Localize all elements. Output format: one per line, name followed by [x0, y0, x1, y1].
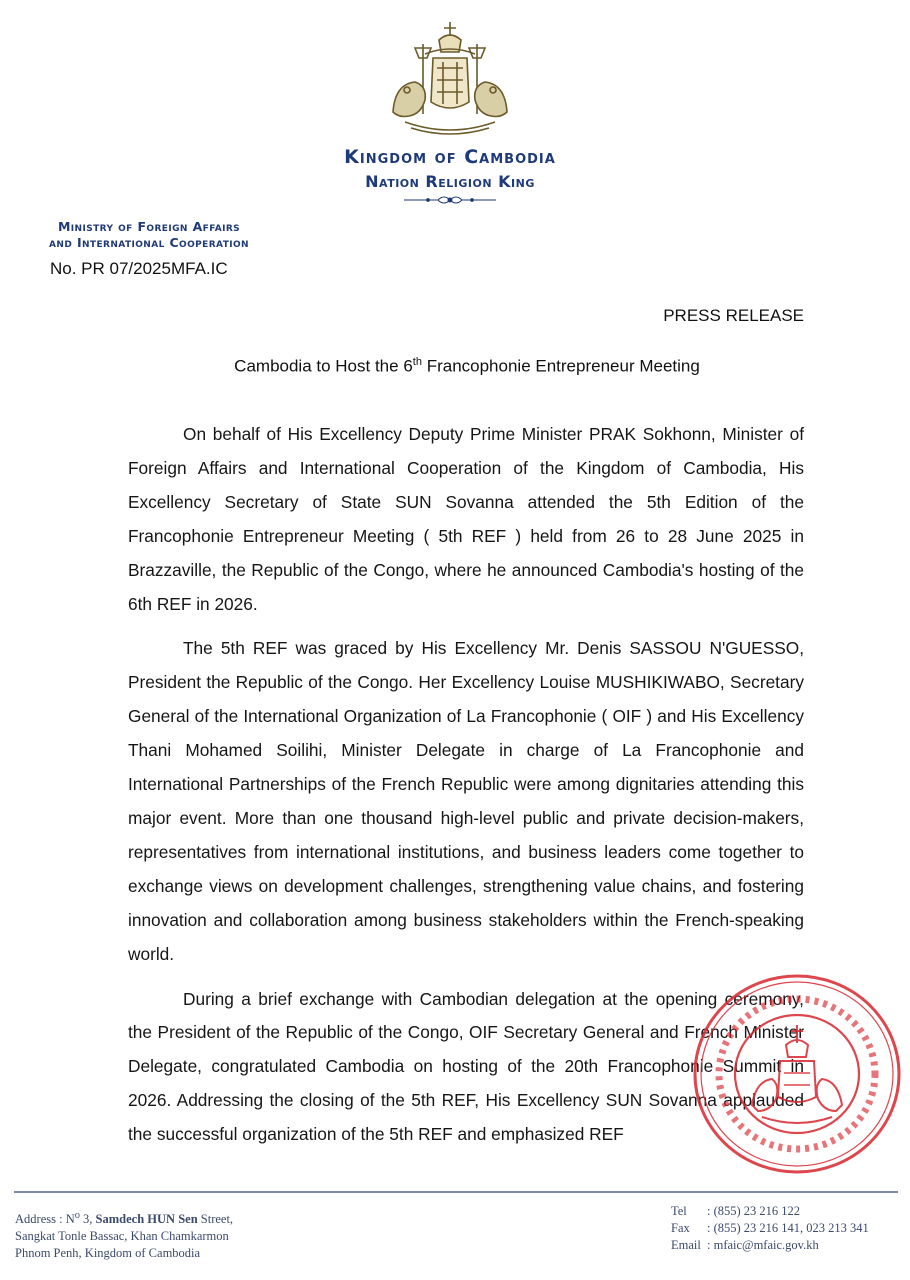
address-superscript: o: [74, 1210, 80, 1221]
email-row: [671, 1237, 869, 1254]
tel-value: : (855) 23 216 122: [707, 1204, 801, 1218]
kingdom-heading: Kingdom of Cambodia: [344, 146, 556, 168]
fax-label: Fax: [671, 1221, 690, 1235]
ministry-line-1: Ministry of Foreign Affairs: [57, 219, 241, 234]
ministry-name: [14, 219, 284, 251]
address-line-2: Sangkat Tonle Bassac, Khan Chamkarmon: [15, 1229, 229, 1244]
document-title: [0, 356, 910, 377]
address-line-3: Phnom Penh, Kingdom of Cambodia: [15, 1246, 201, 1261]
address-street-suffix: Street,: [197, 1212, 234, 1227]
address-label: Address : N: [15, 1212, 75, 1227]
paragraph: During a brief exchange with Cambodian delegation at the opening ceremony, the President of the Republic of the Congo, OIF Secretary General and French Minister Delegate, congratulated Cambodia on hosting of the 20th Francophonie Summit in 2026. Addressing the closing of the 5th REF, His Excellency SUN Sovanna applauded the successful organization of the 5th REF and emphasized REF: [128, 988, 804, 1145]
address-number: 3,: [79, 1212, 96, 1227]
title-text: Cambodia to Host the 6: [234, 356, 413, 376]
tel-label: Tel: [671, 1204, 687, 1218]
title-superscript: th: [412, 356, 422, 368]
footer-contact: [671, 1203, 869, 1254]
fax-row: [671, 1220, 869, 1237]
email-value: : mfaic@mfaic.gov.kh: [707, 1238, 819, 1252]
email-label: Email: [671, 1238, 701, 1252]
paragraph: On behalf of His Excellency Deputy Prime Minister PRAK Sokhonn, Minister of Foreign Affairs and International Cooperation of the Kingdom of Cambodia, His Excellency Secretary of State SUN Sovanna attended the 5th Edition of the Francophonie Entrepreneur Meeting ( 5th REF ) held from 26 to 28 June 2025 in Brazzaville, the Republic of the Congo, where he announced Cambodia's hosting of the 6th REF in 2026.: [128, 424, 804, 614]
document-label: PRESS RELEASE: [663, 306, 804, 325]
footer-address: [15, 1207, 233, 1262]
reference-number: No. PR 07/2025MFA.IC: [50, 259, 228, 278]
royal-coat-of-arms-icon: [385, 18, 515, 140]
address-line-1: [15, 1207, 233, 1228]
ministry-line-2: and International Cooperation: [49, 235, 249, 250]
ministry-seal-stamp-icon: [692, 973, 902, 1175]
paragraph: The 5th REF was graced by His Excellency Mr. Denis SASSOU N'GUESSO, President the Republic of the Congo. Her Excellency Louise MUSHIKIWABO, Secretary General of the International Organization of La Francophonie ( OIF ) and His Excellency Thani Mohamed Soilihi, Minister Delegate in charge of La Francophonie and International Partnerships of the French Republic were among dignitaries attending this major event. More than one thousand high-level public and private decision-makers, representatives from international institutions, and business leaders come together to exchange views on development challenges, strengthening value chains, and fostering innovation and collaboration among business stakeholders within the French-speaking world.: [128, 638, 804, 964]
address-street: Samdech HUN Sen: [95, 1212, 198, 1227]
fax-value: : (855) 23 216 141, 023 213 341: [707, 1221, 869, 1235]
tel-row: [671, 1203, 869, 1220]
title-text-end: Francophonie Entrepreneur Meeting: [421, 356, 700, 376]
footer-divider: [14, 1191, 898, 1193]
national-motto: Nation Religion King: [365, 172, 535, 191]
divider-ornament-icon: [400, 194, 500, 206]
